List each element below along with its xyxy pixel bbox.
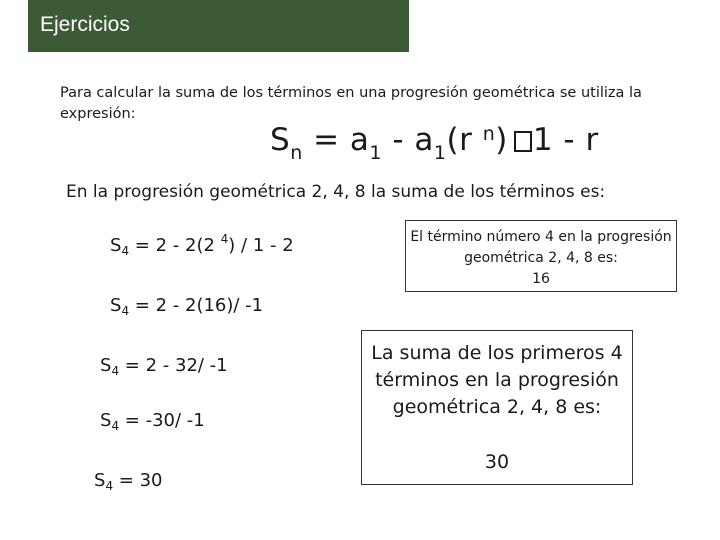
step-4 xyxy=(100,410,205,431)
step-1 xyxy=(110,232,294,258)
step-sub: 4 xyxy=(105,479,114,493)
fourth-term-text: El término número 4 en la progresión geométrica 2, 4, 8 es: xyxy=(410,229,672,266)
page-title: Ejercicios xyxy=(40,13,130,36)
formula-a1b-sub: 1 xyxy=(433,142,447,164)
step-text: = 30 xyxy=(113,470,163,491)
step-5 xyxy=(94,470,163,491)
formula-s: S xyxy=(270,122,291,158)
formula-divisor: 1 - r xyxy=(532,122,599,158)
fourth-term-value: 16 xyxy=(532,271,550,287)
formula-minus-a: - a xyxy=(382,122,434,158)
step-s: S xyxy=(110,295,122,316)
step-3 xyxy=(100,355,228,376)
step-text: = 2 - 32/ -1 xyxy=(119,355,228,376)
formula-paren-open: (r xyxy=(446,122,483,158)
step-sub: 4 xyxy=(111,419,120,433)
formula-a1-sub: 1 xyxy=(369,142,383,164)
sum-result-box xyxy=(361,330,633,485)
missing-glyph-icon xyxy=(514,131,532,152)
sum-result-value: 30 xyxy=(484,451,510,473)
step-s: S xyxy=(94,470,106,491)
formula-eq-a: = a xyxy=(302,122,370,158)
formula-s-sub: n xyxy=(290,142,303,164)
step-sub: 4 xyxy=(121,244,130,258)
formula-exp: n xyxy=(482,123,496,145)
intro-text: Para calcular la suma de los términos en una progresión geométrica se utiliza la expresión: xyxy=(60,85,642,122)
step-sup: 4 xyxy=(220,232,229,246)
step-sub: 4 xyxy=(111,364,120,378)
step-text: = -30/ -1 xyxy=(119,410,205,431)
title-bar xyxy=(28,0,409,52)
step-sub: 4 xyxy=(121,304,130,318)
sum-formula xyxy=(270,122,599,164)
step-s: S xyxy=(110,235,122,256)
step-2 xyxy=(110,295,263,316)
sum-result-text: La suma de los primeros 4 términos en la progresión geométrica 2, 4, 8 es: xyxy=(371,342,623,418)
step-text: = 2 - 2(2 xyxy=(129,235,221,256)
step-text: = 2 - 2(16)/ -1 xyxy=(129,295,264,316)
fourth-term-box xyxy=(405,220,677,292)
step-text-end: ) / 1 - 2 xyxy=(228,235,294,256)
step-s: S xyxy=(100,355,112,376)
problem-statement: En la progresión geométrica 2, 4, 8 la suma de los términos es: xyxy=(66,182,606,202)
step-s: S xyxy=(100,410,112,431)
formula-paren-close: ) xyxy=(495,122,508,158)
